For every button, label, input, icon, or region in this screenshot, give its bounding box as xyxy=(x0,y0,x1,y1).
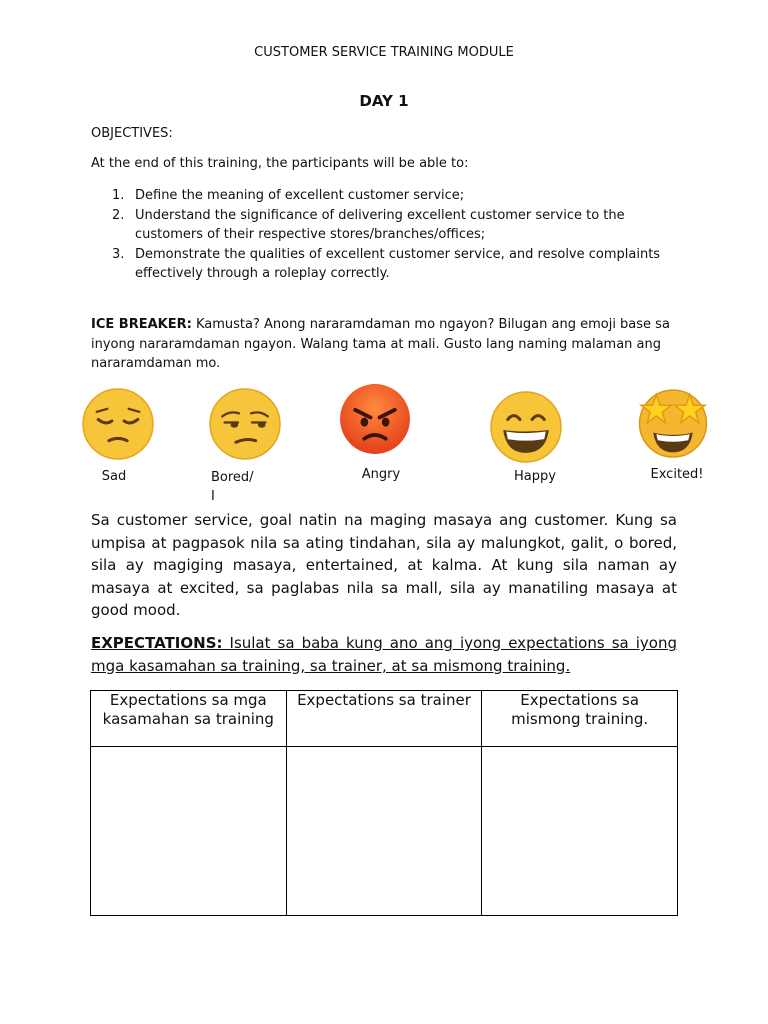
objective-item xyxy=(91,206,691,245)
grinning-face-icon[interactable] xyxy=(488,389,564,465)
pensive-face-icon[interactable] xyxy=(80,386,156,462)
star-struck-face-icon[interactable] xyxy=(635,384,711,460)
expectations-instruction xyxy=(91,632,677,677)
expectations-table xyxy=(90,690,678,916)
objective-text: Define the meaning of excellent customer service; xyxy=(135,188,465,203)
answer-cell-peers[interactable] xyxy=(91,747,287,916)
ice-breaker-text: Kamusta? Anong nararamdaman mo ngayon? Bilugan ang emoji base sa inyong nararamdaman ngayon. Walang tama at mali. Gusto lang naming malaman ang nararamdaman mo. xyxy=(91,317,670,371)
answer-cell-trainer[interactable] xyxy=(286,747,482,916)
objectives-heading: OBJECTIVES: xyxy=(91,126,173,141)
bored-label-cut: I xyxy=(211,489,215,504)
objective-number: 3. xyxy=(112,246,125,262)
objective-text: Understand the significance of delivering excellent customer service to the customers of their respective stores/branches/offices; xyxy=(135,207,625,242)
day-title: DAY 1 xyxy=(359,92,409,110)
module-title: CUSTOMER SERVICE TRAINING MODULE xyxy=(254,45,514,60)
answer-cell-training[interactable] xyxy=(482,747,678,916)
unamused-face-icon[interactable] xyxy=(207,386,283,462)
objective-number: 1. xyxy=(112,188,125,203)
emoji-label-happy: Happy xyxy=(514,469,556,484)
column-header: Expectations sa trainer xyxy=(286,691,482,747)
column-header: Expectations sa mga kasamahan sa training xyxy=(91,691,287,747)
objective-item xyxy=(91,245,691,284)
column-header: Expectations sa mismong training. xyxy=(482,691,678,747)
table-header-row xyxy=(91,691,678,747)
expectations-label: EXPECTATIONS: xyxy=(91,634,223,652)
emoji-label-bored xyxy=(211,468,281,504)
expectations-text: Isulat sa baba kung ano ang iyong expectations sa iyong mga kasamahan sa training, sa trainer, at sa mismong training. xyxy=(91,634,677,675)
bored-label-text: Bored/ xyxy=(211,470,254,485)
emoji-label-excited: Excited! xyxy=(650,467,704,482)
ice-breaker-label: ICE BREAKER: xyxy=(91,317,192,332)
objective-item xyxy=(91,186,691,206)
objectives-list xyxy=(91,186,691,284)
objective-text: Demonstrate the qualities of excellent customer service, and resolve complaints effectively through a roleplay correctly. xyxy=(135,246,661,281)
emoji-label-angry: Angry xyxy=(361,467,401,482)
emoji-label-sad: Sad xyxy=(101,469,127,484)
table-row xyxy=(91,747,678,916)
ice-breaker xyxy=(91,315,691,374)
objectives-intro: At the end of this training, the participants will be able to: xyxy=(91,156,469,171)
objective-number: 2. xyxy=(112,207,125,223)
angry-face-icon[interactable] xyxy=(337,381,413,457)
body-paragraph: Sa customer service, goal natin na maging masaya ang customer. Kung sa umpisa at pagpasok nila sa ating tindahan, sila ay malungkot, galit, o bored, sila ay magiging masaya, entertained, at kalma. At kung sila naman ay masaya at excited, sa paglabas nila sa mall, sila ay manatiling masaya at good mood. xyxy=(91,511,677,619)
